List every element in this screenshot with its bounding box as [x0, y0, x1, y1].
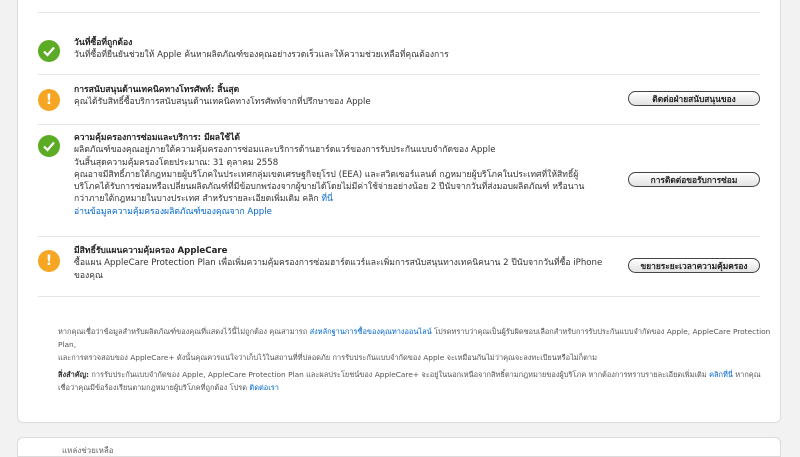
contact-support-button[interactable]: ติดต่อฝ่ายสนับสนุนของ	[628, 91, 760, 106]
row-desc: ของคุณ	[74, 270, 103, 281]
bottom-bar	[17, 437, 781, 457]
row-desc: วันที่ซื้อที่ยืนยันช่วยให้ Apple ค้นหาผลิตภัณฑ์ของคุณอย่างรวดเร็วและให้ความช่วยเหลือที่คุณต้องการ	[74, 50, 449, 61]
product-coverage-link[interactable]: อ่านข้อมูลความคุ้มครองผลิตภัณฑ์ของคุณจาก Apple	[74, 206, 272, 217]
row-title: มีสิทธิ์รับแผนความคุ้มครอง AppleCare	[74, 246, 228, 256]
here-link[interactable]: ที่นี่	[321, 194, 333, 205]
footer-text: และการตรวจสอบของ AppleCare+ ดังนั้นคุณควรแน่ใจว่าเก็บไว้ในสถานที่ที่ปลอดภัย การรับประกันแบบจำกัดของ Apple จะเหมือนกันไม่ว่าคุณจะลงทะเบียนหรือไม่ก็ตาม	[58, 353, 597, 362]
divider	[38, 12, 760, 13]
phone-support-row	[38, 74, 760, 125]
repair-coverage-row	[38, 124, 760, 237]
row-desc: คุณได้รับสิทธิ์ซื้อบริการสนับสนุนด้านเทคนิคทางโทรศัพท์จากที่ปรึกษาของ Apple	[74, 97, 371, 108]
applecare-row	[38, 236, 760, 297]
check-icon	[38, 135, 60, 157]
row-title: วันที่ซื้อที่ถูกต้อง	[74, 38, 133, 48]
row-desc: ผลิตภัณฑ์ของคุณอยู่ภายใต้ความคุ้มครองการซ่อมและบริการด้านฮาร์ดแวร์ของการรับประกันแบบจำกัดของ Apple	[74, 145, 496, 156]
warning-icon: !	[38, 89, 60, 111]
warning-icon: !	[38, 250, 60, 272]
row-desc: ซื้อแผน AppleCare Protection Plan เพื่อเพิ่มความคุ้มครองการซ่อมฮาร์ดแวร์และเพิ่มการสนับสนุนทางเทคนิคนาน 2 ปีนับจากวันที่ซื้อ iPhone	[74, 258, 603, 269]
footer-note	[58, 325, 788, 364]
row-title: การสนับสนุนด้านเทคนิคทางโทรศัพท์: สิ้นสุด	[74, 85, 240, 95]
footer-text: เชื่อว่าคุณมีข้อร้องเรียนตามกฎหมายผู้บริโภคที่ถูกต้อง โปรด	[58, 383, 248, 392]
purchase-date-row	[38, 30, 760, 75]
footer-text: หากคุณ	[735, 370, 761, 379]
footer-text: โปรดทราบว่าคุณเป็นผู้รับผิดชอบเลือกสำหรับการรับประกันแบบจำกัดของ Apple, AppleCare Protection Plan,	[58, 327, 771, 349]
row-desc: คุณอาจมีสิทธิ์ภายใต้กฎหมายผู้บริโภคในประเทศกลุ่มเขตเศรษฐกิจยุโรป (EEA) และสวิตเซอร์แลนด์ กฎหมายผู้บริโภคในประเทศที่ให้สิทธิ์ผู้	[74, 169, 579, 180]
contact-us-link[interactable]: ติดต่อเรา	[249, 383, 279, 392]
coverage-end-date: วันสิ้นสุดความคุ้มครองโดยประมาณ: 31 ตุลาคม 2558	[74, 157, 279, 168]
row-title: ความคุ้มครองการซ่อมและบริการ: มีผลใช้ได้	[74, 133, 240, 143]
support-resources-link[interactable]: แหล่งช่วยเหลือ	[62, 446, 114, 455]
row-desc: กว่าภายใต้กฎหมายในบางประเทศ สำหรับรายละเอียดเพิ่มเติม คลิก	[74, 194, 319, 205]
footer-text: หากคุณเชื่อว่าข้อมูลสำหรับผลิตภัณฑ์ของคุณที่แสดงไว้นี้ไม่ถูกต้อง คุณสามารถ	[58, 327, 308, 336]
check-icon	[38, 40, 60, 62]
extend-coverage-button[interactable]: ขยายระยะเวลาความคุ้มครอง	[628, 258, 760, 273]
row-desc: บริโภคได้รับการซ่อมหรือเปลี่ยนผลิตภัณฑ์ที่มีข้อบกพร่องจากผู้ขายได้โดยไม่มีค่าใช้จ่ายอย่างน้อย 2 ปีนับจากวันที่ส่งมอบผลิตภัณฑ์ หรือนาน	[74, 182, 585, 193]
coverage-card	[17, 0, 781, 423]
important-note	[58, 368, 788, 394]
footer-text: การรับประกันแบบจำกัดของ Apple, AppleCare Protection Plan และผลประโยชน์ของ AppleCare+ จะอยู่ในนอกเหนือจากสิทธิ์ตามกฎหมายของผู้บริโภค หากต้องการทราบรายละเอียดเพิ่มเติม	[91, 370, 707, 379]
important-label: สิ่งสำคัญ:	[58, 370, 89, 379]
submit-proof-link[interactable]: ส่งหลักฐานการซื้อของคุณทางออนไลน์	[309, 327, 432, 336]
click-here-link[interactable]: คลิกที่นี่	[709, 370, 733, 379]
repair-request-button[interactable]: การติดต่อขอรับการซ่อม	[628, 172, 760, 187]
